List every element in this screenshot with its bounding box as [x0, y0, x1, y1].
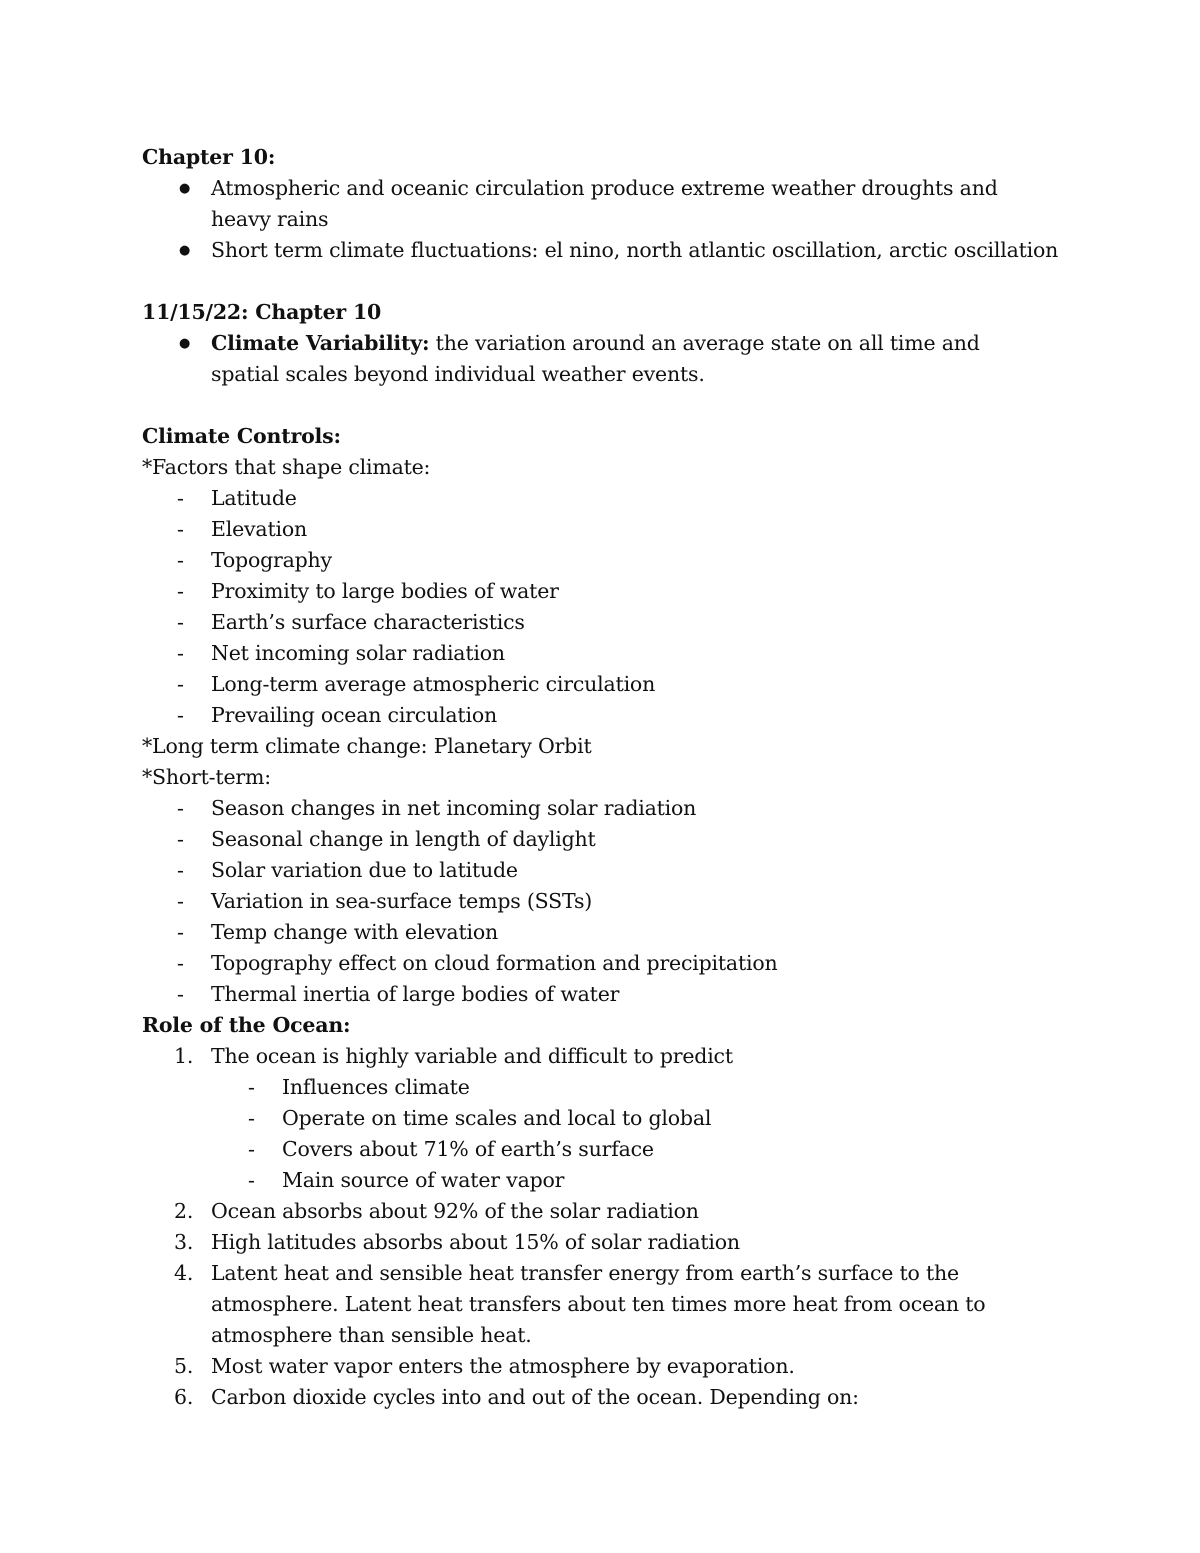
dash-marker: -: [177, 641, 184, 665]
list-item-text: Carbon dioxide cycles into and out of the ocean. Depending on:: [211, 1385, 859, 1409]
dash-marker: -: [248, 1075, 255, 1099]
list-item: [142, 235, 1062, 266]
factors-intro: *Factors that shape climate:: [142, 455, 431, 479]
list-item-text: Earth’s surface characteristics: [211, 610, 525, 634]
list-item: [142, 1041, 1062, 1072]
dash-marker: -: [177, 579, 184, 603]
document-page: [142, 142, 1062, 1413]
dash-marker: -: [177, 827, 184, 851]
dash-marker: -: [177, 486, 184, 510]
list-item-text: Topography: [211, 548, 332, 572]
spacer: [142, 266, 1062, 297]
list-item-text: Proximity to large bodies of water: [211, 579, 559, 603]
list-item: [142, 886, 1062, 917]
term-definition: the variation around an average state on all time and spatial scales beyond individual weather events.: [211, 331, 980, 386]
short-term-list: [142, 793, 1062, 1010]
list-item-text: Elevation: [211, 517, 307, 541]
dash-marker: -: [177, 920, 184, 944]
list-item-text: Atmospheric and oceanic circulation produce extreme weather droughts and heavy rains: [211, 176, 998, 231]
list-item-text: Latitude: [211, 486, 297, 510]
dash-marker: -: [248, 1137, 255, 1161]
list-item: [142, 1134, 1062, 1165]
dash-marker: -: [177, 858, 184, 882]
list-item-text: Thermal inertia of large bodies of water: [211, 982, 620, 1006]
list-item-text: High latitudes absorbs about 15% of solar radiation: [211, 1230, 740, 1254]
dash-marker: -: [177, 951, 184, 975]
list-item: [142, 328, 1041, 390]
chapter-bullet-list: [142, 173, 1062, 266]
dash-marker: -: [248, 1106, 255, 1130]
list-item: [142, 669, 1062, 700]
list-item-text: Seasonal change in length of daylight: [211, 827, 596, 851]
list-item-text: Covers about 71% of earth’s surface: [282, 1137, 654, 1161]
bullet-marker: ●: [179, 181, 191, 196]
list-item: [142, 793, 1062, 824]
short-term-intro: *Short-term:: [142, 765, 271, 789]
dash-marker: -: [248, 1168, 255, 1192]
number-marker: 4.: [174, 1261, 194, 1285]
list-item: [142, 1227, 1062, 1258]
list-item: [142, 638, 1062, 669]
list-item-text: Variation in sea-surface temps (SSTs): [211, 889, 593, 913]
list-item-text: Prevailing ocean circulation: [211, 703, 497, 727]
list-item-text: Main source of water vapor: [282, 1168, 565, 1192]
dash-marker: -: [177, 982, 184, 1006]
dash-marker: -: [177, 672, 184, 696]
list-item-text: Short term climate fluctuations: el nino, north atlantic oscillation, arctic oscillation: [211, 238, 1059, 262]
list-item: [142, 700, 1062, 731]
spacer: [142, 390, 1062, 421]
list-item: [142, 979, 1062, 1010]
list-item-text: Season changes in net incoming solar radiation: [211, 796, 697, 820]
long-term-note: *Long term climate change: Planetary Orbit: [142, 734, 592, 758]
list-item-text: Net incoming solar radiation: [211, 641, 505, 665]
dash-marker: -: [177, 703, 184, 727]
term-label: Climate Variability:: [211, 331, 430, 355]
dash-marker: -: [177, 517, 184, 541]
bullet-marker: ●: [179, 336, 191, 351]
list-item-text: Long-term average atmospheric circulation: [211, 672, 656, 696]
list-item: [142, 483, 1062, 514]
dash-marker: -: [177, 610, 184, 634]
factors-list: [142, 483, 1062, 731]
list-item-text: Topography effect on cloud formation and precipitation: [211, 951, 778, 975]
list-item: [142, 607, 1062, 638]
list-item: [142, 1165, 1062, 1196]
list-item: [142, 514, 1062, 545]
list-item-text: Ocean absorbs about 92% of the solar radiation: [211, 1199, 699, 1223]
chapter-heading: Chapter 10:: [142, 145, 276, 169]
list-item: [142, 173, 1062, 235]
list-item-text: Temp change with elevation: [211, 920, 498, 944]
list-item-text: Operate on time scales and local to global: [282, 1106, 712, 1130]
list-item: [142, 576, 1062, 607]
lecture-bullet-list: [142, 328, 1062, 390]
list-item: [142, 1196, 1062, 1227]
list-item: [142, 855, 1062, 886]
lecture-heading: 11/15/22: Chapter 10: [142, 300, 382, 324]
list-item: [142, 1103, 1062, 1134]
dash-marker: -: [177, 889, 184, 913]
number-marker: 3.: [174, 1230, 194, 1254]
list-item: [142, 1351, 1062, 1382]
ocean-numbered-list: [142, 1041, 1062, 1413]
list-item: [142, 545, 1062, 576]
ocean-heading: Role of the Ocean:: [142, 1013, 351, 1037]
list-item: [142, 824, 1062, 855]
number-marker: 6.: [174, 1385, 194, 1409]
list-item: [142, 948, 1062, 979]
list-item: [142, 1258, 1041, 1351]
bullet-marker: ●: [179, 243, 191, 258]
number-marker: 1.: [174, 1044, 194, 1068]
list-item: [142, 1072, 1062, 1103]
list-item: [142, 1382, 1062, 1413]
list-item-text: Latent heat and sensible heat transfer energy from earth’s surface to the atmosphere. Latent heat transfers about ten times more heat from ocean to atmosphere than sensible heat.: [211, 1261, 986, 1347]
dash-marker: -: [177, 548, 184, 572]
number-marker: 2.: [174, 1199, 194, 1223]
list-item-text: Solar variation due to latitude: [211, 858, 518, 882]
list-item-text: Most water vapor enters the atmosphere by evaporation.: [211, 1354, 795, 1378]
list-item-text: The ocean is highly variable and difficult to predict: [211, 1044, 733, 1068]
list-item-text: Influences climate: [282, 1075, 470, 1099]
number-marker: 5.: [174, 1354, 194, 1378]
dash-marker: -: [177, 796, 184, 820]
list-item: [142, 917, 1062, 948]
controls-heading: Climate Controls:: [142, 424, 341, 448]
